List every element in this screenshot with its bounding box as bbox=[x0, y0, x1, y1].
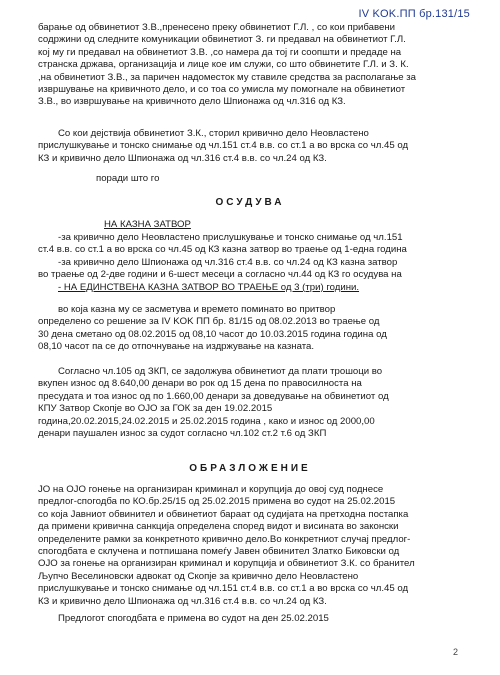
text-line: -за кривично дело Неовластено прислушкување и тонско снимање од чл.151 bbox=[58, 232, 403, 243]
text-line: ЈО на ОЈО гонење на организиран криминал и корупција до овој суд поднесе bbox=[38, 484, 384, 495]
sentence-heading: НА КАЗНА ЗАТВОР bbox=[104, 219, 191, 230]
text-line: Љупчо Веселиновски адвокат од Скопје за кривично дело Неовластено bbox=[38, 570, 359, 582]
text-line: КПУ Затвор Скопје во ОЈО за ГОК за ден 19.02.2015 bbox=[38, 403, 273, 415]
text-line: 30 дена сметано од 08.02.2015 од 08,10 часот до 10.03.2015 година година од bbox=[38, 328, 387, 340]
detention-paragraph bbox=[38, 304, 469, 354]
text-line: КЗ и кривично дело Шпионажа од чл.316 ст.4 в.в. со чл.24 од КЗ. bbox=[38, 152, 327, 164]
case-reference: IV KOK.ПП бр.131/15 bbox=[358, 8, 470, 20]
text-line: денари паушален износ за судот согласно чл.102 ст.2 т.6 од ЗКП bbox=[38, 428, 327, 440]
offense-paragraph bbox=[38, 128, 469, 165]
text-line: во траење од 2-две години и 6-шест месеци а согласно чл.44 од КЗ го осудува на bbox=[38, 269, 402, 281]
text-line: пресудата и тоа износ од по 1.660,00 денари за доведување на обвинетиот од bbox=[38, 390, 389, 402]
text-line: 08,10 часот па се до отпочнување на издржување на казната. bbox=[38, 341, 315, 353]
text-line: во која казна му се засметува и времето поминато во притвор bbox=[58, 304, 336, 315]
text-line: вкупен износ од 8.640,00 денари во рок од 15 дена по правосилноста на bbox=[38, 378, 362, 390]
obrazlozenie-heading: ОБРАЗЛОЖЕНИЕ bbox=[189, 463, 311, 474]
text-line: извршување на кривичното дело, и со тоа со умисла му помогнале на обвинетиот bbox=[38, 84, 406, 96]
text-line: определено со решение за IV KOK ПП бр. 81/15 од 08.02.2013 во траење од bbox=[38, 316, 380, 328]
text-line: содржини од следните комуникации обвинетиот З. ги предавал на обвинетиот Г.Л. bbox=[38, 34, 406, 46]
sentence-paragraph bbox=[38, 232, 469, 294]
text-line: кој му ги предавал на обвинетиот З.В. ,со намера да тој ги соопшти и предаде на bbox=[38, 46, 402, 58]
text-line: прислушкување и тонско снимање од чл.151 ст.4 в.в. со ст.1 а во врска со чл.45 од bbox=[38, 140, 409, 152]
reasoning-paragraph bbox=[38, 484, 469, 608]
text-line: со која Јавниот обвинител и обвинетиот бараат од судијата на претходна постапка bbox=[38, 508, 409, 520]
text-line: ,на обвинетиот З.В., за паричен надоместок му ставиле средства за располагање за bbox=[38, 71, 417, 83]
intro-paragraph bbox=[38, 22, 469, 109]
text-line: предлог-спогодба по КО.бр.25/15 од 25.02.2015 примена во судот на 25.02.2015 bbox=[38, 496, 396, 508]
page-number: 2 bbox=[452, 647, 458, 657]
final-line: Предлогот спогодбата е примена во судот на ден 25.02.2015 bbox=[58, 613, 329, 624]
text-line: ОЈО за гонење на организиран криминал и корупција и обвинетиот З.К. со бранител bbox=[38, 558, 415, 570]
text-line: ст.4 в.в. со ст.1 а во врска со чл.45 од КЗ казна затвор во траење од 1-една година bbox=[38, 244, 407, 256]
text-line: определените рамки за конкретното кривично дело.Во конкретниот случај предлог- bbox=[38, 533, 411, 545]
text-line: странска држава, организација и лице кое им служи, со што обвинетите Г.Л. и З. К. bbox=[38, 59, 409, 71]
text-line: прислушкување и тонско снимање од чл.151 ст.4 в.в. со ст.1 а во врска со чл.45 од bbox=[38, 583, 409, 595]
costs-paragraph bbox=[38, 366, 469, 440]
text-line: барање од обвинетиот З.В.,пренесено преку обвинетиот Г.Л. , со кои прибавени bbox=[38, 22, 395, 33]
osuduva-heading: ОСУДУВА bbox=[215, 197, 285, 208]
text-line: З.В., во извршување на кривичното дело Шпионажа од чл.316 од КЗ. bbox=[38, 96, 346, 108]
text-line: - НА ЕДИНСТВЕНА КАЗНА ЗАТВОР ВО ТРАЕЊЕ од 3 (три) години. bbox=[58, 281, 360, 293]
text-line: година,20.02.2015,24.02.2015 и 25.02.2015 година , како и износ од 2000,00 bbox=[38, 415, 375, 427]
poradi-line: поради што го bbox=[96, 173, 160, 184]
text-line: да примени кривична санкција определена според видот и висината во законски bbox=[38, 521, 399, 533]
text-line: Со кои дејствија обвинетиот З.К., сторил кривично дело Неовластено bbox=[58, 128, 369, 139]
text-line: -за кривично дело Шпионажа од чл.316 ст.4 в.в. со чл.24 од КЗ казна затвор bbox=[58, 256, 398, 268]
text-line: КЗ и кривично дело Шпионажа од чл.316 ст.4 в.в. со чл.24 од КЗ. bbox=[38, 595, 327, 607]
text-line: спогодбата е склучена и потпишана помеѓу Јавен обвинител Златко Бикoвски од bbox=[38, 546, 400, 558]
text-line: Согласно чл.105 од ЗКП, се задолжува обвинетиот да плати трошоци во bbox=[58, 366, 383, 377]
